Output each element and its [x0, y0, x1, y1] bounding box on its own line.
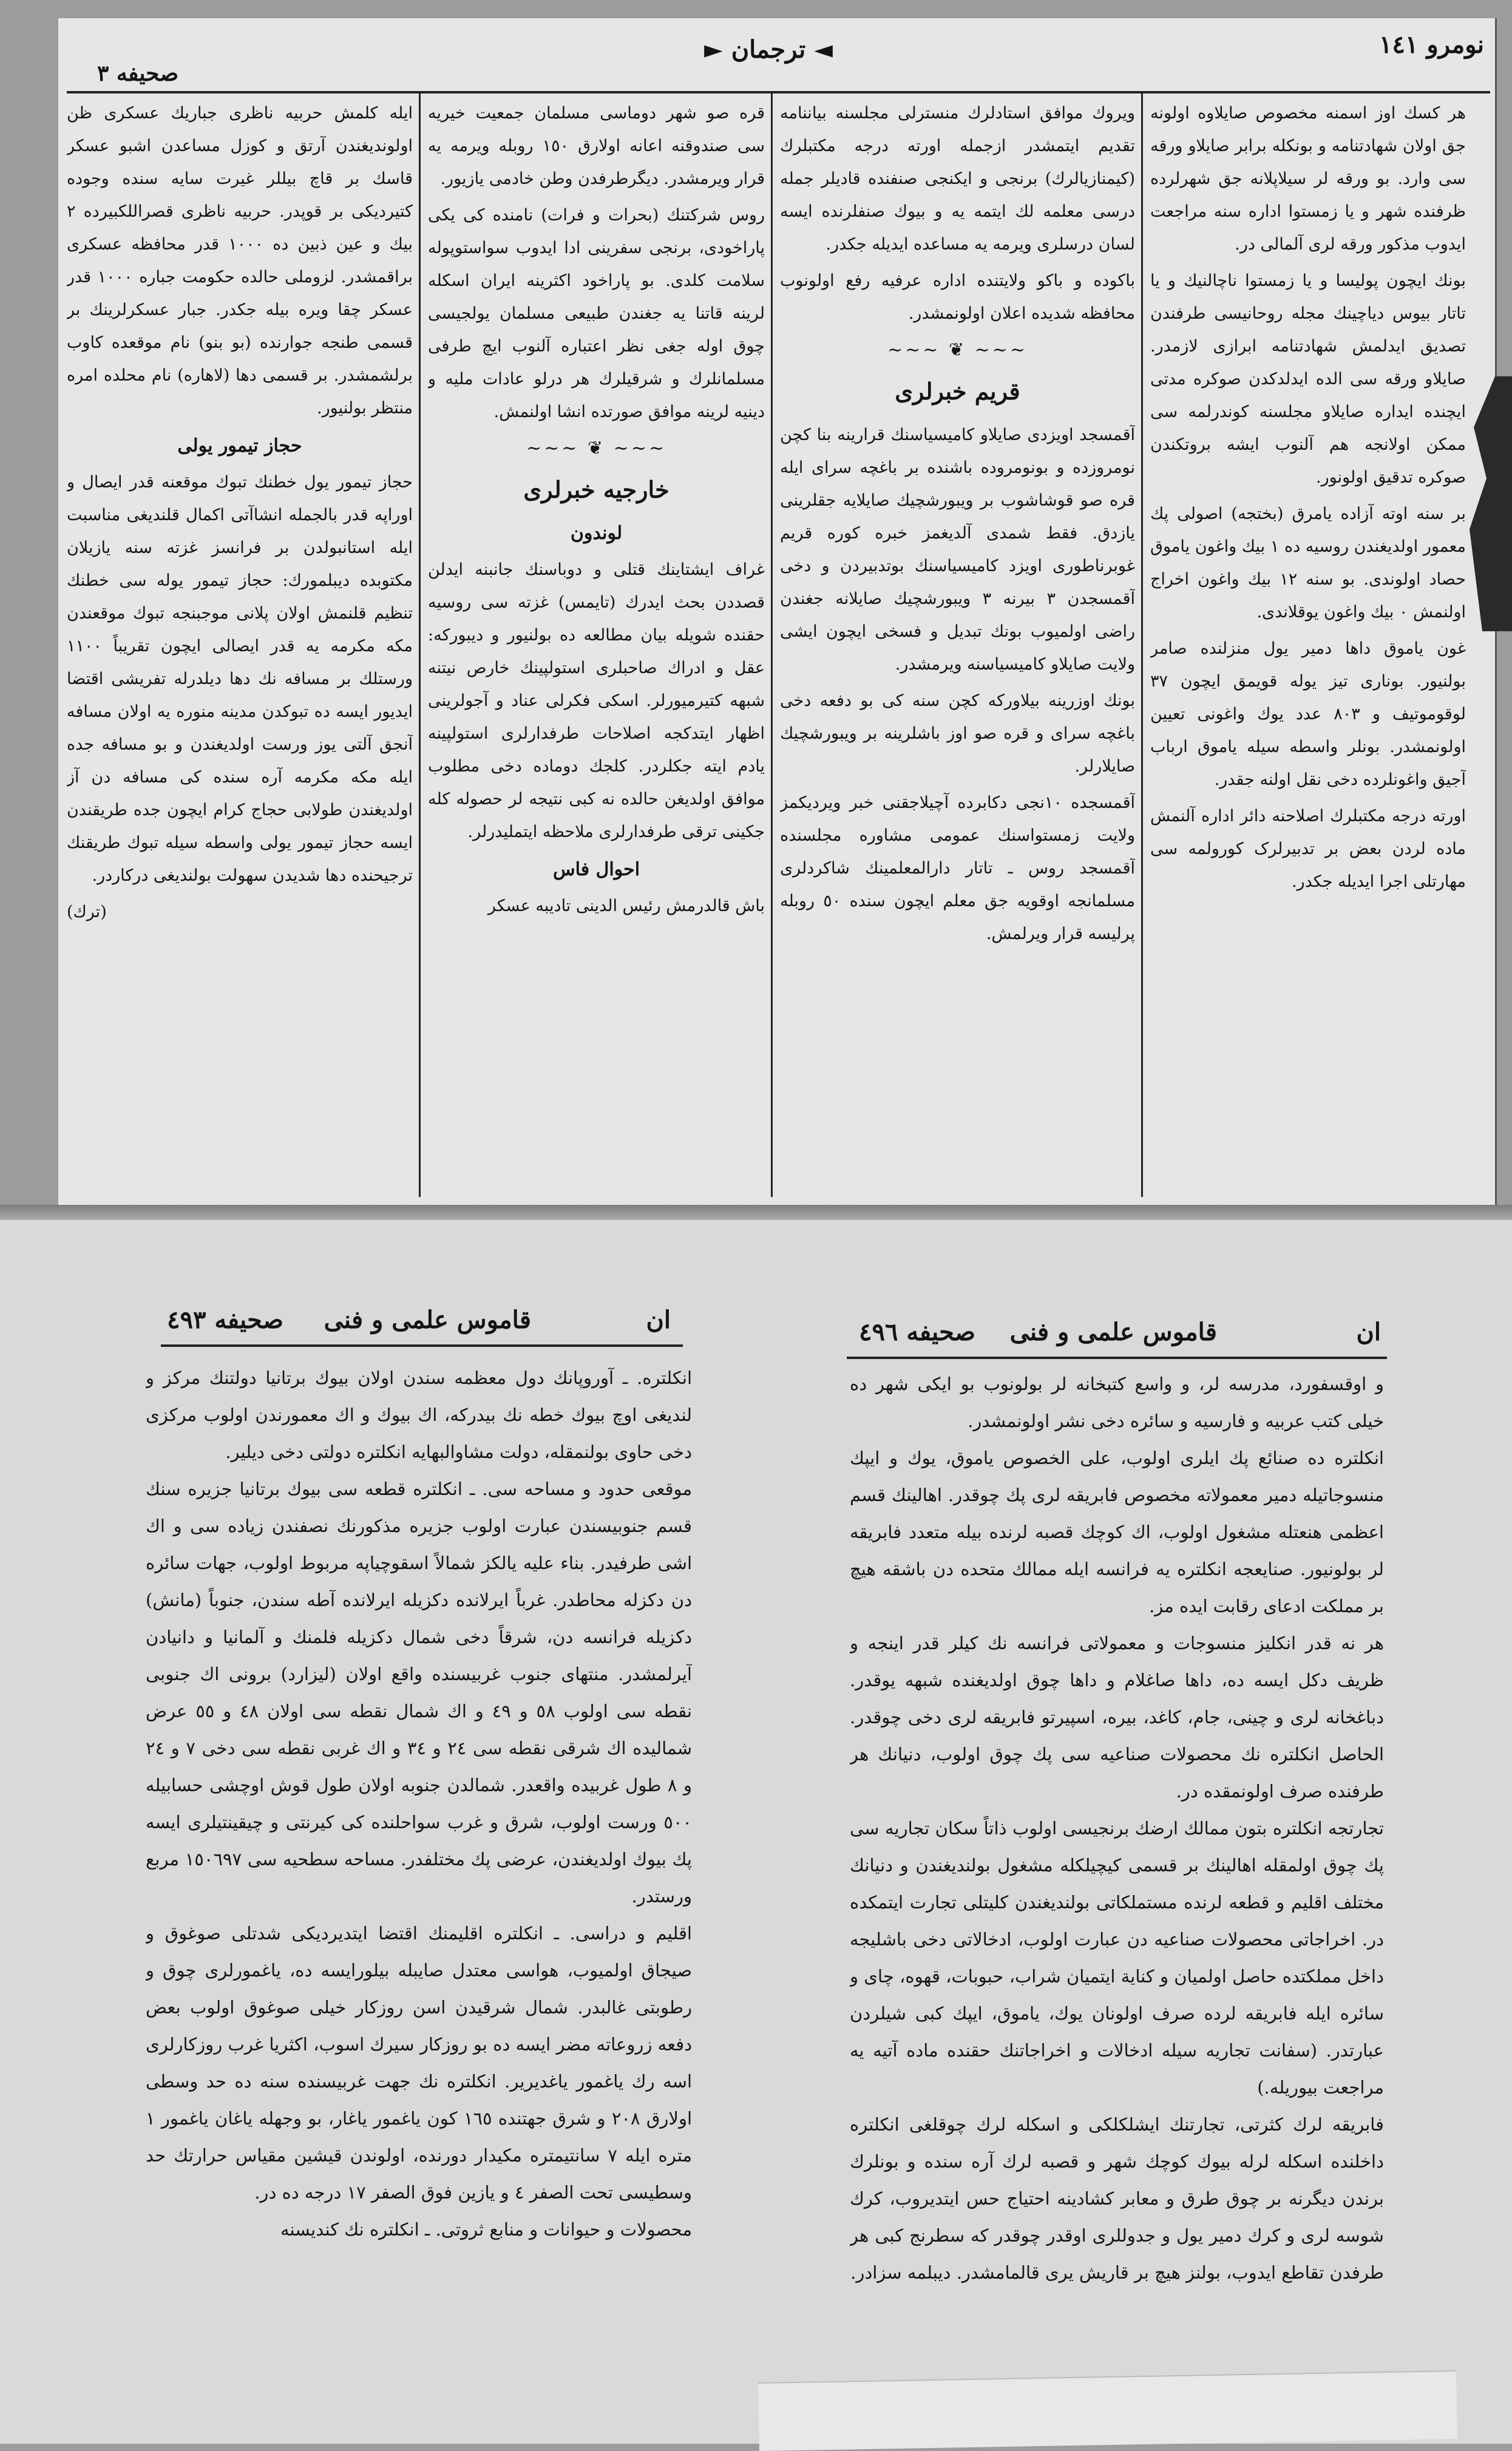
paragraph: آقمسجد اويزدی صايلاو كاميسياسنك قرارينه بنا كچن نومروزده و بونومروده باشنده بر باغچه سرای ايله قره صو قوشاشوب بر ويبورشچيك صايلايه جقلرينی يازدق. فقط شمدی آلديغمز خبره كوره قريم غوبرناطوری اويزد كاميسياسنك بوتدبيردن و دخی آقمسجدن ۳ بيرنه ۳ ويبورشچيك صايلانه جغندن راضی اولميوب بونك تبديل و فسخی ايچون ايشی ولايت صايلاو كاميسياسنه ويرمشدر.: [780, 425, 1135, 674]
right-page-header: [847, 1314, 1387, 1359]
section-heading-hejaz-railway: حجاز تيمور يولی: [177, 435, 302, 456]
paragraph: محصولات و حيوانات و منابع ثروتی. ـ انكلتره نك كنديسنه: [280, 2219, 692, 2240]
paragraph: باش قالدرمش رئيس الدينی تاديبه عسكر: [487, 897, 765, 915]
dateline-fez: احوال فاس: [552, 859, 640, 880]
paragraph: هر نه قدر انكليز منسوجات و معمولاتی فرانسه نك كيلر قدر اينجه و ظريف دكل ايسه ده، داها صاغلام و داها چوق اولديغنده شبهه يوقدر. دباغخانه لری و چينی، جام، كاغد، بيره، اسپيرتو فابريقه لری دخی چوقدر. الحاصل انكلتره نك محصولات صناعيه سی پك چوق اولوب، دنيانك هر طرفنده صرف اولونمقده در.: [850, 1633, 1384, 1802]
right-encyclopedia-column: [850, 1366, 1384, 2373]
paragraph: موقعی حدود و مساحه سی. ـ انكلتره قطعه سی بيوك برتانيا جزيره سنك قسم جنوبيسندن عبارت اولوب جزيره مذكورنك نصفندن زياده سی و اك اشی طرفيدر. بناء عليه يالكز شمالاً اسقوچياپه مربوط اولوب، جهات سائره دن دكزله محاطدر. غرباً ايرلانده دكزيله ايرلانده آطه سندن، جنوباً (مانش) دكزيله فرانسه دن، شرقاً دخی شمال دكزيله فلمنك و آلمانيا و دانيادن آيرلمشدر. منتهای جنوب غربيسنده واقع اولان (ليزارد) برونی اك جنوبی نقطه سی اولوب ٥۸ و ٤۹ و اك شمال نقطه سی اولان ٤۸ و ٥٥ عرض شماليده اك شرقی نقطه سی ۲٤ و ۳٤ و اك غربی نقطه سی دخی ۷ و ۲٤ و ۸ طول غربيده واقعدر. شمالدن جنوبه اولان طول قوش اوچشی حسابيله ٥۰۰ ورست اولوب، شرق و غرب سواحلنده كی كيرنتی و چيقينتيلری ايسه پك بيوك اولديغندن، عرضی پك مختلفدر. مساحه سطحيه سی ۱٥۰٦۹۷ مربع ورستدر.: [146, 1479, 692, 1907]
ornament-divider: ~~~ ❦ ~~~: [526, 438, 667, 459]
page-number: صحيفه ۳: [97, 61, 179, 86]
paragraph: هر كسك اوز اسمنه مخصوص صايلاوه اولونه جق اولان شهادتنامه و بونكله برابر صايلاو ورقه سی وارد. بو ورقه لر سيلاپلانه جق شهرلرده ظرفنده شهر و يا زمستوا اداره سنه مراجعت ايدوب مذكور ورقه لری آلمالی در.: [1150, 104, 1466, 254]
newspaper-title-text: ترجمان: [731, 35, 806, 64]
right-header-title: قاموس علمی و فنی: [1009, 1318, 1217, 1346]
paragraph: انكلتره. ـ آوروپانك دول معظمه سندن اولان بيوك برتانيا دولتنك مركز و لنديغی اوچ بيوك خطه نك بيدركه، اك بيوك و اك معمورندن اولوب مركزی دخی حاوی بولنمقله، دولت مشاوالبهايه انكلتره دولتی دخی ديلير.: [146, 1368, 692, 1462]
paragraph: فابريقه لرك كثرتی، تجارتنك ايشلكلكی و اسكله لرك چوقلغی انكلتره داخلنده اسكله لرله بيوك كوچك شهر و قصبه لرك آره سنده و بونلرك برندن ديگرنه بر چوق طرق و معابر كشادينه احتياج حس ايتديروب، كرك شوسه لری و كرك دمير يول و جدوللری اوقدر چوقدر كه سطرنج كبی هر طرفدن تقاطع ايدوب، بولنز هيچ بر قاريش يری قالمامشدر. ديبلمه سزادر.: [850, 2114, 1384, 2283]
newspaper-header: [67, 24, 1490, 93]
torn-paper-strip: [758, 2370, 1457, 2451]
source-note: (ترك): [67, 903, 107, 921]
paragraph: آقمسجده ۱۰نجی دكابرده آچيلاجقنی خبر ويرديكمز ولايت زمستواسنك عمومی مشاوره مجلسنده آقمسجد روس ـ تاتار دارالمعلمينك شاكردلری مسلمانجه اوقويه جق معلم ايچون سنده ٥۰ روبله پرليسه قرار ويرلمش.: [780, 793, 1135, 943]
paragraph: روس شركتنك (بحرات و فرات) نامنده كی يكی پاراخودی، برنجی سفرينی ادا ايدوب سواستوپوله سلامت كلدی. بو پاراخود اكثرينه ايران اسكله لرينه قاتنا يه جغندن طبيعی مسلمان يولجيسی چوق اوله جغی نظر اعتباره آلنوب ايچ طرفی مسلمانلرك و شرقيلرك هر درلو عادات مليه و دينيه لرينه موافق صورتده انشا اولنمش.: [428, 206, 765, 421]
paragraph: غراف ايشتاينك قتلی و دوباسنك جانبنه ايدلن قصددن بحث ايدرك (تايمس) غزته سی روسيه حقنده شويله بيان مطالعه ده بولنيور و ديبوركه: عقل و ادراك صاحبلری استولپينك خارص نيتنه شبهه كتيرميورلر. اسكی فكرلی عناد و آجولرينی اظهار ايتدكجه اصلاحات طرفدارلری استولپينه يادم ايته جكلردر. كلجك دوماده دخی مطلوب موافق اولديغن حالده نه كبی نتيجه لر حصوله كله جكينی ترقی طرفدارلری ملاحظه ايتمليدرلر.: [428, 560, 765, 841]
left-header-page: صحيفه ٤۹۳: [167, 1306, 283, 1334]
newspaper-title: ◄ ترجمان ►: [704, 35, 833, 64]
paragraph: حجاز تيمور يول خطنك تبوك موقعنه قدر ايصال و اوراپه قدر بالجمله انشاآتی اكمال قلنديغی مناسبت ايله استانبولدن بر فرانسز غزته سنه يازيلان مكتوبده ديبلمورك: حجاز تيمور يوله سی خطنك تنظيم قلنمش اولان پلانی موجبنجه تبوك موقعندن مكه مكرمه يه قدر ايصالی ايچون تقريباً ۱۱۰۰ ورستلك بر مسافه نك دها ديلدرله تفريشی اقتضا ايديور ايسه ده تبوكدن مدينه منوره يه اولان مسافه آنجق آلتی يوز ورست اولديغندن و بو مسافه جده ايله مكه مكرمه آره سنده كی مسافه دن آز اولديغندن طولابی حجاج كرام ايچون جده طريقندن ايسه حجاز تيمور يولی واسطه سيله تبوك طريقنك ترجيحنده دها شديدن سهولت بولنديغی دركاردر.: [67, 473, 413, 885]
section-heading-crimea-news: قريم خبرلری: [895, 378, 1020, 405]
right-header-page: صحيفه ٤۹٦: [859, 1318, 975, 1346]
column-4: [67, 97, 413, 1190]
left-encyclopedia-column: [146, 1360, 692, 2434]
paragraph: و اوقسفورد، مدرسه لر، و واسع كتبخانه لر بولونوب بو ايكی شهر ده خيلی كتب عربيه و فارسيه و سائره دخی نشر اولونمشدر.: [850, 1374, 1384, 1431]
column-rule: [419, 92, 421, 1197]
paragraph: باكوده و باكو ولايتنده اداره عرفيه رفع اولونوب محافظه شديده اعلان اولونمشدر.: [780, 271, 1135, 323]
column-rule: [771, 92, 773, 1197]
right-header-letter: ان: [1356, 1318, 1381, 1346]
paragraph: ايله كلمش حربيه ناظری جباريك عسكری ظن اولونديغندن آرتق و كوزل مساعدن اشبو عسكر قاسك بر قاچ بيللر غيرت سايه سنده وجوده كتيرديكی بر قوپدر. حربيه ناظری قصراللكبيرده ۲ بيك و عين ذبين ده ۱۰۰۰ قدر محافظه عسكری براقمشدر. لزوملی حالده حكومت جباره ۱۰۰۰ قدر عسكر چقا ويره بيله جكدر. جبار عسكرلرينك بر قسمی طنجه جوارنده (بو بنو) نام موقعده كاوب برلشمشدر. بر قسمی دها (لاهاره) نام محلده امره منتظر بولنيور.: [67, 104, 413, 418]
column-rule: [1141, 92, 1143, 1197]
dateline-london: لوندون: [570, 523, 623, 544]
ornament-divider: ~~~ ❦ ~~~: [887, 339, 1028, 361]
paragraph: اقليم و دراسی. ـ انكلتره اقليمنك اقتضا ايتديرديكی شدتلی صوغوق و صيجاق اولميوب، هواسی معتدل صايبله بيلورايسه ده، ياغمورلری چوق و رطوبتی غالبدر. شمال شرقيدن اسن روزكار خيلی صوغوق اولوب بعض دفعه زروعاته مضر ايسه ده بو روزكار سيرك اسوب، اكثريا غرب روزكارلری اسه رك ياغمور ياغديرير. انكلتره نك جهت غربيسنده سنه ده حد وسطی اولارق ۲۰۸ و شرق جهتنده ۱٦٥ كون ياغمور ياغار، بو وجهله ياغان ياغمور ۱ متره ايله ۷ سانتيمتره مكيدار دورنده، اولوندن قيشين مقياس حرارتك حد وسطيسی تحت الصفر ٤ و يازين فوق الصفر ۱۷ درجه ده در.: [146, 1923, 692, 2203]
left-header-title: قاموس علمی و فنی: [324, 1306, 531, 1334]
left-page-header: [161, 1302, 683, 1347]
paragraph: انكلتره ده صنائع پك ايلری اولوب، علی الخصوص ياموق، يوك و ايپك منسوجاتيله دمير معمولاته مخصوص فابريقه لری پك چوقدر. اهالينك قسم اعظمی هنعتله مشغول اولوب، اك كوچك قصبه لرنده بيله متعدد فابريقه لر بولونيور. صنايعجه انكلتره يه فرانسه ايله ممالك متحده دن باشقه هيچ بر مملكت ادعای رقابت ايده مز.: [850, 1448, 1384, 1616]
paragraph: قره صو شهر دوماسی مسلمان جمعيت خيريه سی صندوقنه اعانه اولارق ۱٥۰ روبله ويرمه يه قرار ويرمشدر. ديگرطرفدن وطن خادمی يازيور.: [428, 104, 765, 188]
paragraph: غون ياموق داها دمير يول منزلنده صامر بولنيور. بوناری تيز يوله قويمق ايچون ۳۷ لوقوموتيف و ۸۰۳ عدد يوك واغونی تعيين اولونمشدر. بونلر واسطه سيله ياموق ارباب آجيق واغونلرده دخی نقل اولنه جقدر.: [1150, 639, 1466, 789]
paragraph: بونك ايچون پوليسا و يا زمستوا ناچالنيك و يا تاتار بيوس دياچينك مجله روحانيسی طرفندن تصديق ايدلمش شهادتنامه ابرازی لازمدر. صايلاو ورقه سی الده ايدلدكدن صوكره مدتی ايچنده ايداره صايلاو مجلسنه كوندرلمه سی ممكن اولانجه هم آلنوب ايشه بروتكندن صوكره تدقيق اولونور.: [1150, 271, 1466, 487]
column-2: [780, 97, 1135, 1190]
issue-number: نومرو ۱٤۱: [1379, 30, 1484, 59]
paragraph: بونك اوزرينه بيلاوركه كچن سنه كی بو دفعه دخی باغچه سرای و قره صو اوز باشلرينه بر ويبورشچيك صايلارلر.: [780, 691, 1135, 776]
left-header-letter: ان: [646, 1306, 671, 1334]
paragraph: تجارتجه انكلتره بتون ممالك ارضك برنجيسی اولوب ذاتاً سكان تجاريه سی پك چوق اولمقله اهالينك بر قسمی كيچيلكله مشغول بولنديغندن و دنيانك مختلف اقليم و قطعه لرنده مستملكاتی بولنديغندن كليتلی تجارت ايتمكده در. اخراجاتی محصولات صناعيه دن عبارت اولوب، ادخالاتی دخی باشليجه داخل مملكتده حاصل اولميان و كناية ايتميان شراب، حبوبات، قهوه، چای و سائره ايله فابريقه لرده صرف اولونان يوك، ياموق، ايپك كبی شيلردن عبارتدر. (سفانت تجاريه سيله ادخالات و اخراجاتنك حقنده ماده آتيه يه مراجعت بيوريله.): [850, 1818, 1384, 2098]
section-heading-foreign-news: خارجيه خبرلری: [523, 476, 670, 503]
paragraph: ويروك موافق استادلرك منسترلی مجلسنه بياننامه تقديم ايتمشدر ازجمله اورته درجه مكتبلرك (كيمنازيالرك) برنجی و ايكنجی صنفنده قاديلر جمله درسی معلمه لك ايتمه يه و بيوك صنفلرنده ايسه لسان درسلری ويرمه يه مساعده ايديله جكدر.: [780, 104, 1135, 254]
column-3: [428, 97, 765, 1190]
paragraph: بر سنه اوته آزاده يامرق (بختجه) اصولی پك معمور اولديغندن روسيه ده ۱ بيك واغون ياموق حصاد اولوندی. بو سنه ۱۲ بيك واغون اخراج اولنمش ۰ بيك واغون يوقلاندی.: [1150, 504, 1466, 622]
paragraph: اورته درجه مكتبلرك اصلاحنه دائر اداره آلنمش ماده لردن بعض بر تدبيرلرک كورولمه سی مهارتلی اجرا ايديله جكدر.: [1150, 807, 1466, 891]
column-1: [1150, 97, 1466, 1190]
